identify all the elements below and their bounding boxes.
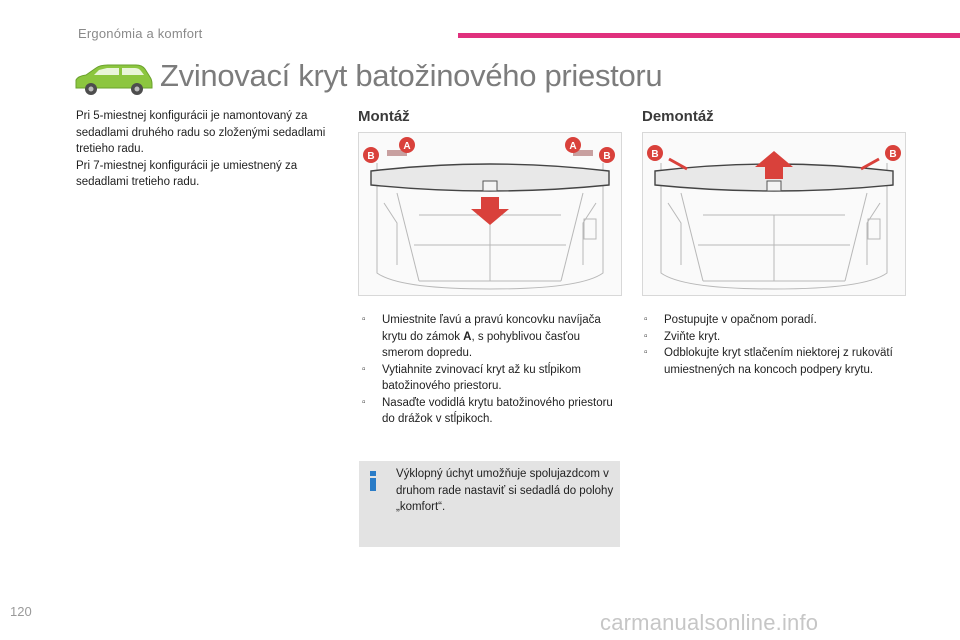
- intro-text: [76, 108, 336, 191]
- demontaz-heading: Demontáž: [642, 108, 714, 125]
- step-text: Vytiahnite zvinovací kryt až ku stĺpikom batožinového priestoru.: [382, 363, 581, 392]
- intro-paragraph-7-seat: Pri 7-miestnej konfigurácii je umiestnený za sedadlami tretieho radu.: [76, 159, 298, 188]
- list-item: [360, 312, 622, 362]
- step-text: Zviňte kryt.: [664, 330, 721, 343]
- step-text: , s pohyblivou časťou smerom dopredu.: [382, 330, 580, 359]
- car-icon: [72, 60, 154, 98]
- checkbox-bullet-icon: ▫: [362, 363, 366, 375]
- label-b-left-marker: [363, 147, 379, 163]
- list-item: [642, 312, 912, 329]
- checkbox-bullet-icon: ▫: [644, 314, 648, 325]
- step-text: Postupujte v opačnom poradí.: [664, 314, 817, 326]
- montaz-steps: [360, 312, 622, 428]
- checkbox-bullet-icon: ▫: [362, 396, 366, 408]
- label-b-left: B: [651, 149, 659, 160]
- step-text: Odblokujte kryt stlačením niektorej z rukovätí umiestnených na koncoch podpery krytu.: [664, 347, 893, 376]
- demontaz-illustration: [642, 132, 906, 296]
- label-b-right-marker: [885, 145, 901, 161]
- page-number: 120: [10, 604, 32, 619]
- section-label: Ergonómia a komfort: [78, 26, 203, 41]
- header-accent-bar: [458, 33, 960, 38]
- info-icon: [367, 471, 380, 491]
- step-text: Umiestnite ľavú a pravú koncovku navíjača krytu do zámok: [382, 314, 601, 343]
- label-b-right: B: [603, 151, 611, 162]
- label-b-right: B: [889, 149, 897, 160]
- step-text: Nasaďte vodidlá krytu batožinového priestoru do drážok v stĺpikoch.: [382, 396, 613, 425]
- label-a-left-marker: [399, 137, 415, 153]
- label-a-right: A: [569, 141, 577, 152]
- info-text: Výklopný úchyt umožňuje spolujazdcom v druhom rade nastaviť si sedadlá do polohy „komfort“.: [396, 468, 614, 513]
- step-text-bold: A: [463, 330, 472, 343]
- watermark: carmanualsonline.info: [600, 610, 819, 635]
- checkbox-bullet-icon: ▫: [362, 314, 366, 325]
- list-item: [642, 329, 912, 346]
- list-item: [642, 345, 912, 378]
- label-a-left: A: [403, 141, 411, 152]
- intro-paragraph-5-seat: Pri 5-miestnej konfigurácii je namontovaný za sedadlami druhého radu so zloženými sedadlami tretieho radu.: [76, 110, 326, 155]
- label-a-right-marker: [565, 137, 581, 153]
- montaz-illustration: [358, 132, 622, 296]
- checkbox-bullet-icon: ▫: [644, 330, 648, 342]
- montaz-heading: Montáž: [358, 108, 410, 125]
- label-b-left-marker: [647, 145, 663, 161]
- demontaz-steps: [642, 312, 912, 378]
- list-item: [360, 395, 622, 428]
- page-title: Zvinovací kryt batožinového priestoru: [160, 58, 663, 93]
- checkbox-bullet-icon: ▫: [644, 347, 648, 358]
- label-b-right-marker: [599, 147, 615, 163]
- label-b-left: B: [367, 151, 375, 162]
- list-item: [360, 362, 622, 395]
